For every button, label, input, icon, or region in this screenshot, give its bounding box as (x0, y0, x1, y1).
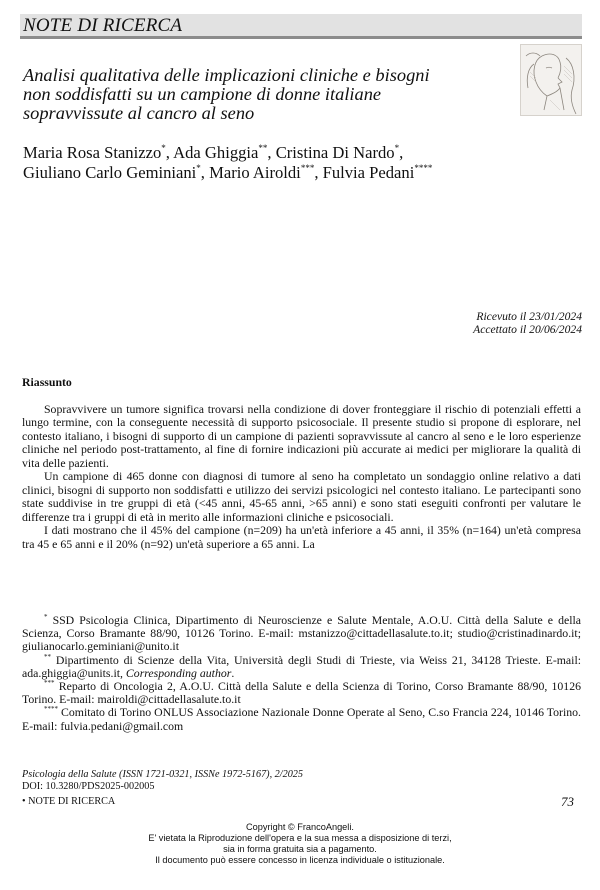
author-name: Maria Rosa Stanizzo (23, 143, 162, 162)
affiliation-mark: * (196, 163, 201, 173)
affiliation-mark: * (394, 143, 400, 153)
copyright-notice (0, 822, 600, 866)
affiliation-note (22, 614, 581, 654)
title-line: non soddisfatti su un campione di donne italiane (23, 84, 382, 104)
page-number: 73 (561, 794, 574, 809)
author-name: Cristina Di Nardo (275, 143, 395, 162)
affiliation-mark: *** (44, 679, 55, 688)
affiliation-note: ** Dipartimento di Scienze della Vita, Università degli Studi di Trieste, via Weiss 21, 34128 Trieste. E-mail: ada.ghiggia@units.it, Corresponding author. (22, 652, 581, 680)
journal-name: Psicologia della Salute (ISSN 1721-0321, ISSNe 1972-5167), 2/2025 (22, 769, 303, 780)
corresponding-author-label: Corresponding author (125, 665, 232, 680)
affiliation-text: Dipartimento di Scienze della Vita, Università degli Studi di Trieste, via Weiss 21, 34128 Trieste. E-mail: ada.ghiggia@units.it, (22, 652, 581, 680)
abstract-paragraph: Un campione di 465 donne con diagnosi di tumore al seno ha completato un sondaggio online relativo a dati clinici, bisogni di supporto non soddisfatti e utilizzo dei servizi psicologici nel contesto italiano. Le partecipanti sono state suddivise in tre gruppi di età (<45 anni, 45-65 anni, >65 anni) e sono stati eseguiti confronti per valutare le differenze tra i gruppi di età in merito alle informazioni cliniche e psicosociali. (22, 469, 581, 524)
journal-portrait-illustration (520, 44, 582, 116)
accepted-date: Accettato il 20/06/2024 (473, 323, 582, 336)
affiliation-mark: ** (258, 143, 268, 153)
author-name: Ada Ghiggia (173, 143, 259, 162)
copyright-line: Il documento può essere concesso in licenza individuale o istituzionale. (155, 855, 445, 865)
affiliation-text: Comitato di Torino ONLUS Associazione Nazionale Donne Operate al Seno, C.so Francia 224, 10146 Torino. E-mail: fulvia.pedani@gmail.com (22, 705, 582, 733)
submission-dates (473, 310, 582, 336)
affiliation-mark: **** (414, 163, 433, 173)
article-title (23, 66, 493, 123)
abstract-paragraph: Sopravvivere un tumore significa trovarsi nella condizione di dover fronteggiare il rischio di potenziali effetti a lungo termine, con la conseguente necessità di supporto psicosociale. Il presente studio si propone di esplorare, nel contesto italiano, i bisogni di supporto di un campione di pazienti sopravvissute al cancro al seno e le loro esperienze cliniche nel periodo post-trattamento, al fine di fornire indicazioni più accurate ai medici per migliorare la qualità di vita delle pazienti. (22, 402, 581, 470)
title-line: Analisi qualitativa delle implicazioni cliniche e bisogni (23, 65, 430, 85)
doi: DOI: 10.3280/PDS2025-002005 (22, 781, 155, 792)
section-header-bar (20, 14, 582, 39)
section-label: NOTE DI RICERCA (23, 15, 183, 36)
affiliation-notes (22, 614, 581, 733)
copyright-line: E' vietata la Riproduzione dell'opera e la sua messa a disposizione di terzi, (148, 833, 452, 843)
author-name: Mario Airoldi (209, 163, 301, 182)
abstract-heading: Riassunto (22, 375, 72, 389)
abstract-body (22, 403, 581, 551)
copyright-line: Copyright © FrancoAngeli. (246, 822, 354, 832)
title-line: sopravvissute al cancro al seno (23, 103, 255, 123)
affiliation-mark: **** (44, 705, 58, 714)
affiliation-mark: * (161, 143, 166, 153)
affiliation-note (22, 706, 581, 732)
author-list: Maria Rosa Stanizzo*, Ada Ghiggia**, Cristina Di Nardo*, Giuliano Carlo Geminiani*, Mario Airoldi***, Fulvia Pedani**** (23, 143, 433, 182)
affiliation-mark: * (44, 613, 48, 621)
affiliation-note (22, 680, 581, 706)
abstract-paragraph: I dati mostrano che il 45% del campione (n=209) ha un'età inferiore a 45 anni, il 35% (n=164) un'età compresa tra 45 e 65 anni e il 20% (n=92) un'età superiore a 65 anni. La (22, 523, 581, 551)
author-name: Fulvia Pedani (322, 163, 415, 182)
affiliation-text: SSD Psicologia Clinica, Dipartimento di Neuroscienze e Salute Mentale, A.O.U. Città della Salute e della Scienza, Corso Bramante 88/90, 10126 Torino. E-mail: mstanizzo@cittadellasalute.to.it; studio@cristinadinardo.it; giulianocarlo.geminiani@unito.it (22, 613, 581, 654)
affiliation-mark: *** (300, 163, 315, 173)
affiliation-text: Reparto di Oncologia 2, A.O.U. Città della Salute e della Scienza di Torino, Corso Bramante 88/90, 10126 Torino. E-mail: mairoldi@cittadellasalute.to.it (22, 679, 581, 707)
author-name: Giuliano Carlo Geminiani (23, 163, 197, 182)
rubric-label: • NOTE DI RICERCA (22, 796, 116, 807)
journal-citation (22, 769, 303, 793)
received-date: Ricevuto il 23/01/2024 (476, 310, 582, 323)
copyright-line: sia in forma gratuita sia a pagamento. (223, 844, 377, 854)
affiliation-mark: ** (44, 652, 51, 661)
